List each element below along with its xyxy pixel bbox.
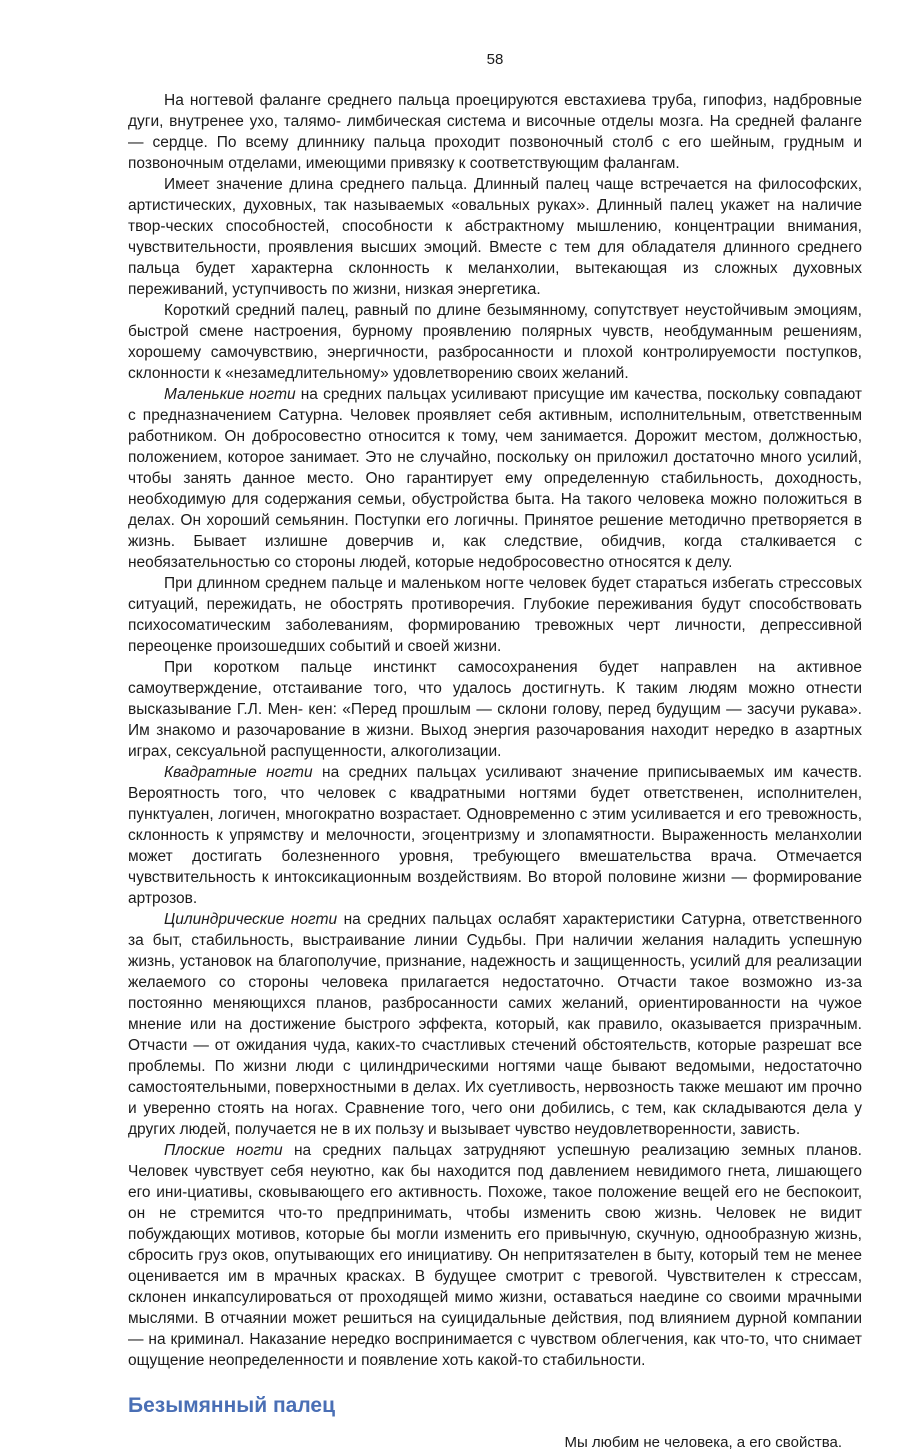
paragraph-text: на средних пальцах усиливают присущие им качества, поскольку совпадают с предназначением Сатурна. Человек проявляет себя активным, исполнительным, ответственным работником. Он добросовестно относится к тому, чем занимается. Дорожит местом, должностью, положением, которое занимает. Это не случайно, поскольку он приложил достаточно много усилий, чтобы занять данное место. Оно гарантирует ему определенную стабильность, доходность, необходимую для содержания семьи, обустройства быта. На такого человека можно положиться в делах. Он хороший семьянин. Поступки его логичны. Принятое решение методично претворяется в жизнь. Бывает излишне доверчив и, как следствие, обидчив, когда сталкивается с необязательностью со стороны людей, которые недобросовестно относятся к делу.	[128, 386, 862, 571]
paragraph-lead: Плоские ногти	[164, 1142, 283, 1159]
paragraph-lead: Цилиндрические ногти	[164, 911, 338, 928]
paragraph-text: Короткий средний палец, равный по длине безымянному, сопутствует неустойчивым эмоциям, быстрой смене настроения, бурному проявлению полярных чувств, необдуманным решениям, хорошему самочувствию, энергичности, разбросанности и плохой контролируемости поступков, склонности к «незамедлительному» удовлетворению своих желаний.	[128, 302, 862, 382]
paragraph	[128, 762, 862, 909]
paragraph-text: При коротком пальце инстинкт самосохранения будет направлен на активное самоутверждение, отстаивание того, что удалось достигнуть. К таким людям можно отнести высказывание Г.Л. Мен- кен: «Перед прошлым — склони голову, перед будущим — засучи рукава». Им знакомо и разочарование в жизни. Выход энергия разочарования находит нередко в азартных играх, сексуальной распущенности, алкоголизации.	[128, 659, 862, 760]
paragraph	[128, 384, 862, 573]
body-text	[128, 90, 862, 1371]
paragraph	[128, 1140, 862, 1371]
paragraph	[128, 909, 862, 1140]
paragraph-text: При длинном среднем пальце и маленьком ногте человек будет стараться избегать стрессовых ситуаций, пережидать, не обострять противоречия. Глубокие переживания будут способствовать психосоматическим заболеваниям, формированию тревожных черт личности, депрессивной переоценке произошедших событий и своей жизни.	[128, 575, 862, 655]
paragraph-lead: Маленькие ногти	[164, 386, 296, 403]
paragraph-text: на средних пальцах усиливают значение приписываемых им качеств. Вероятность того, что человек с квадратными ногтями будет ответственен, исполнителен, пунктуален, логичен, многократно возрастает. Одновременно с этим усиливается и его тревожность, склонность к упрямству и мелочности, эгоцентризму и злопамятности. Выраженность меланхолии может достигать болезненного уровня, требующего вмешательства врача. Отмечается чувствительность к интоксикационным воздействиям. Во второй половине жизни — формирование артрозов.	[128, 764, 862, 907]
paragraph	[128, 573, 862, 657]
page-number: 58	[486, 51, 504, 68]
epigraph: Мы любим не человека, а его свойства.	[564, 1434, 842, 1451]
section-heading: Безымянный палец	[128, 1394, 335, 1417]
paragraph-text: Имеет значение длина среднего пальца. Длинный палец чаще встречается на философских, артистических, духовных, так называемых «овальных руках». Длинный палец укажет на наличие твор-ческих способностей, способности к абстрактному мышлению, концентрации внимания, чувствительности, проявления высших эмоций. Вместе с тем для обладателя длинного среднего пальца будет характерна склонность к меланхолии, вытекающая из сложных духовных переживаний, уступчивость по жизни, низкая энергетика.	[128, 176, 862, 298]
paragraph-lead: Квадратные ногти	[164, 764, 313, 781]
paragraph-text: На ногтевой фаланге среднего пальца проецируются евстахиева труба, гипофиз, надбровные дуги, внутренее ухо, талямо- лимбическая система и височные отделы мозга. На средней фаланге — сердце. По всему длиннику пальца проходит позвоночный столб с его шейным, грудным и позвоночным отделами, имеющими привязку к соответствующим фалангам.	[128, 92, 862, 172]
paragraph	[128, 90, 862, 174]
paragraph	[128, 300, 862, 384]
paragraph	[128, 174, 862, 300]
paragraph-text: на средних пальцах ослабят характеристики Сатурна, ответственного за быт, стабильность, выстраивание линии Судьбы. При наличии желания наладить успешную жизнь, установок на благополучие, признание, надежность и защищенность, усилий для реализации желаемого со стороны человека прилагается недостаточно. Отчасти такое возможно из-за постоянно меняющихся планов, разбросанности самих желаний, ориентированности на чужое мнение или на достижение быстрого эффекта, который, как правило, оказывается призрачным. Отчасти — от ожидания чуда, каких-то счастливых стечений обстоятельств, которые разрешат все проблемы. По жизни люди с цилиндрическими ногтями чаще бывают ведомыми, недостаточно самостоятельными, поверхностными в делах. Их суетливость, нервозность также мешают им прочно и уверенно стоять на ногах. Сравнение того, чего они добились, с тем, как складываются дела у других людей, получается не в их пользу и вызывает чувство неудовлетворенности, зависть.	[128, 911, 862, 1138]
paragraph-text: на средних пальцах затрудняют успешную реализацию земных планов. Человек чувствует себя неуютно, как бы находится под давлением невидимого гнета, лишающего его ини-циативы, сковывающего его активность. Похоже, такое положение вещей его не беспокоит, он не стремится что-то предпринимать, чтобы изменить свою жизнь. Человек не видит побуждающих мотивов, которые бы могли изменить его привычную, скучную, однообразную жизнь, сбросить груз оков, опутывающих его инициативу. Он непритязателен в быту, который тем не менее оценивается им в мрачных красках. В будущее смотрит с тревогой. Чувствителен к стрессам, склонен инкапсулироваться от проходящей мимо жизни, оставаться наедине со своими мрачными мыслями. В отчаянии может решиться на суицидальные действия, под влиянием дурной компании — на криминал. Наказание нередко воспринимается с чувством облегчения, как что-то, что снимает ощущение неопределенности и появление хоть какой-то стабильности.	[128, 1142, 862, 1369]
paragraph	[128, 657, 862, 762]
